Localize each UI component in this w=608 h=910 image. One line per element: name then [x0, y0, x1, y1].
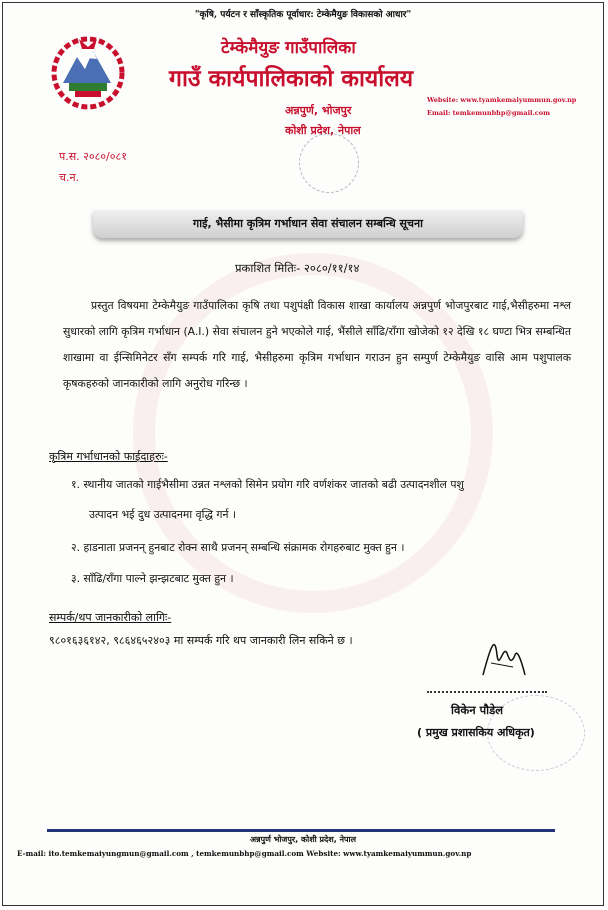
- subject-banner: [93, 210, 523, 238]
- signatory-name: विकेन पौडेल: [451, 703, 504, 717]
- municipality-name: टेम्केमैयुङ गाउँपालिका: [221, 38, 356, 58]
- footer-address: अन्नपुर्ण भोजपुर, कोशी प्रदेश, नेपाल: [249, 835, 357, 844]
- benefit-item: ३. साँढि/राँगा पाल्ने झन्झटबाट मुक्त हुन ।: [71, 572, 234, 585]
- contact-title: सम्पर्क/थप जानकारीको लागिः-: [49, 611, 172, 624]
- benefit-item-continuation: उत्पादन भई दुध उत्पादनमा वृद्धि गर्न ।: [89, 508, 237, 521]
- benefit-item: २. हाडनाता प्रजनन् हुनबाट रोक्न साथै प्रजनन् सम्बन्धि संक्रामक रोगहरुबाट मुक्त हुन ।: [71, 541, 405, 554]
- header-motto: "कृषि, पर्यटन र साँस्कृतिक पूर्वाधार: टेम्केमैयुङ विकासको आधार": [194, 10, 412, 20]
- published-date: प्रकाशित मितिः- २०८०/११/१४: [235, 261, 360, 275]
- signature-line: [427, 691, 547, 693]
- dispatch-number: च.न.: [59, 171, 80, 184]
- signatory-title: ( प्रमुख प्रशासकिय अधिकृत): [417, 726, 535, 739]
- contact-numbers: ९८०१६३६१४२, ९८६४६५२४०३ मा सम्पर्क गरि थप जानकारी लिन सकिने छ ।: [49, 634, 353, 647]
- header-address-line2: कोशी प्रदेश, नेपाल: [285, 124, 361, 137]
- letter-page: [2, 2, 604, 906]
- benefits-title: कृत्रिम गर्भाधानको फाईदाहरुः-: [49, 450, 168, 463]
- footer-contact: E-mail: ito.temkemaiyungmun@gmail.com , temkemunbhp@gmail.com Website: www.tyamkemaiyummun.gov.np: [17, 849, 472, 858]
- header-email: Email: temkemunbhp@gmail.com: [427, 109, 550, 117]
- benefit-item: १. स्थानीय जातको गाईभैसीमा उन्नत नश्लको सिमेन प्रयोग गरि वर्णशंकर जातको बढी उत्पादनशील पशु: [71, 478, 464, 491]
- header-address-line1: अन्नपुर्ण, भोजपुर: [285, 104, 352, 117]
- notice-body: प्रस्तुत विषयमा टेम्केमैयुङ गाउँपालिका कृषि तथा पशुपंक्षी विकास शाखा कार्यालय अन्नपुर्ण भोजपुरबाट गाई,भैसीहरुमा नश्ल सुधारको लागि कृत्रिम गर्भाधान (A.I.) सेवा संचालन हुने भएकोले गाई, भैंसीले साँढि/राँगा खोजेको १२ देखि १८ घण्टा भित्र सम्बन्धित शाखामा वा ईन्सिमिनेटर सँग सम्पर्क गरि गाई, भैसीहरुमा कृत्रिम गर्भाधान गराउन हुन सम्पुर्ण टेम्केमैयुङ वासि आम पशुपालक कृषकहरुको जानकारीको लागि अनुरोध गरिन्छ ।: [63, 299, 571, 390]
- signature-icon: [473, 625, 533, 685]
- footer-divider: [47, 829, 555, 832]
- office-stamp-icon: [299, 133, 359, 193]
- header-website: Website: www.tyamkemaiyummun.gov.np: [427, 96, 577, 104]
- nepal-emblem-icon: [49, 33, 127, 111]
- office-name: गाउँ कार्यपालिकाको कार्यालय: [169, 66, 414, 92]
- letter-number: प.स. २०८०/०८१: [59, 150, 127, 163]
- subject-text: गाई, भैसीमा कृत्रिम गर्भाधान सेवा संचालन सम्बन्धि सूचना: [193, 217, 423, 230]
